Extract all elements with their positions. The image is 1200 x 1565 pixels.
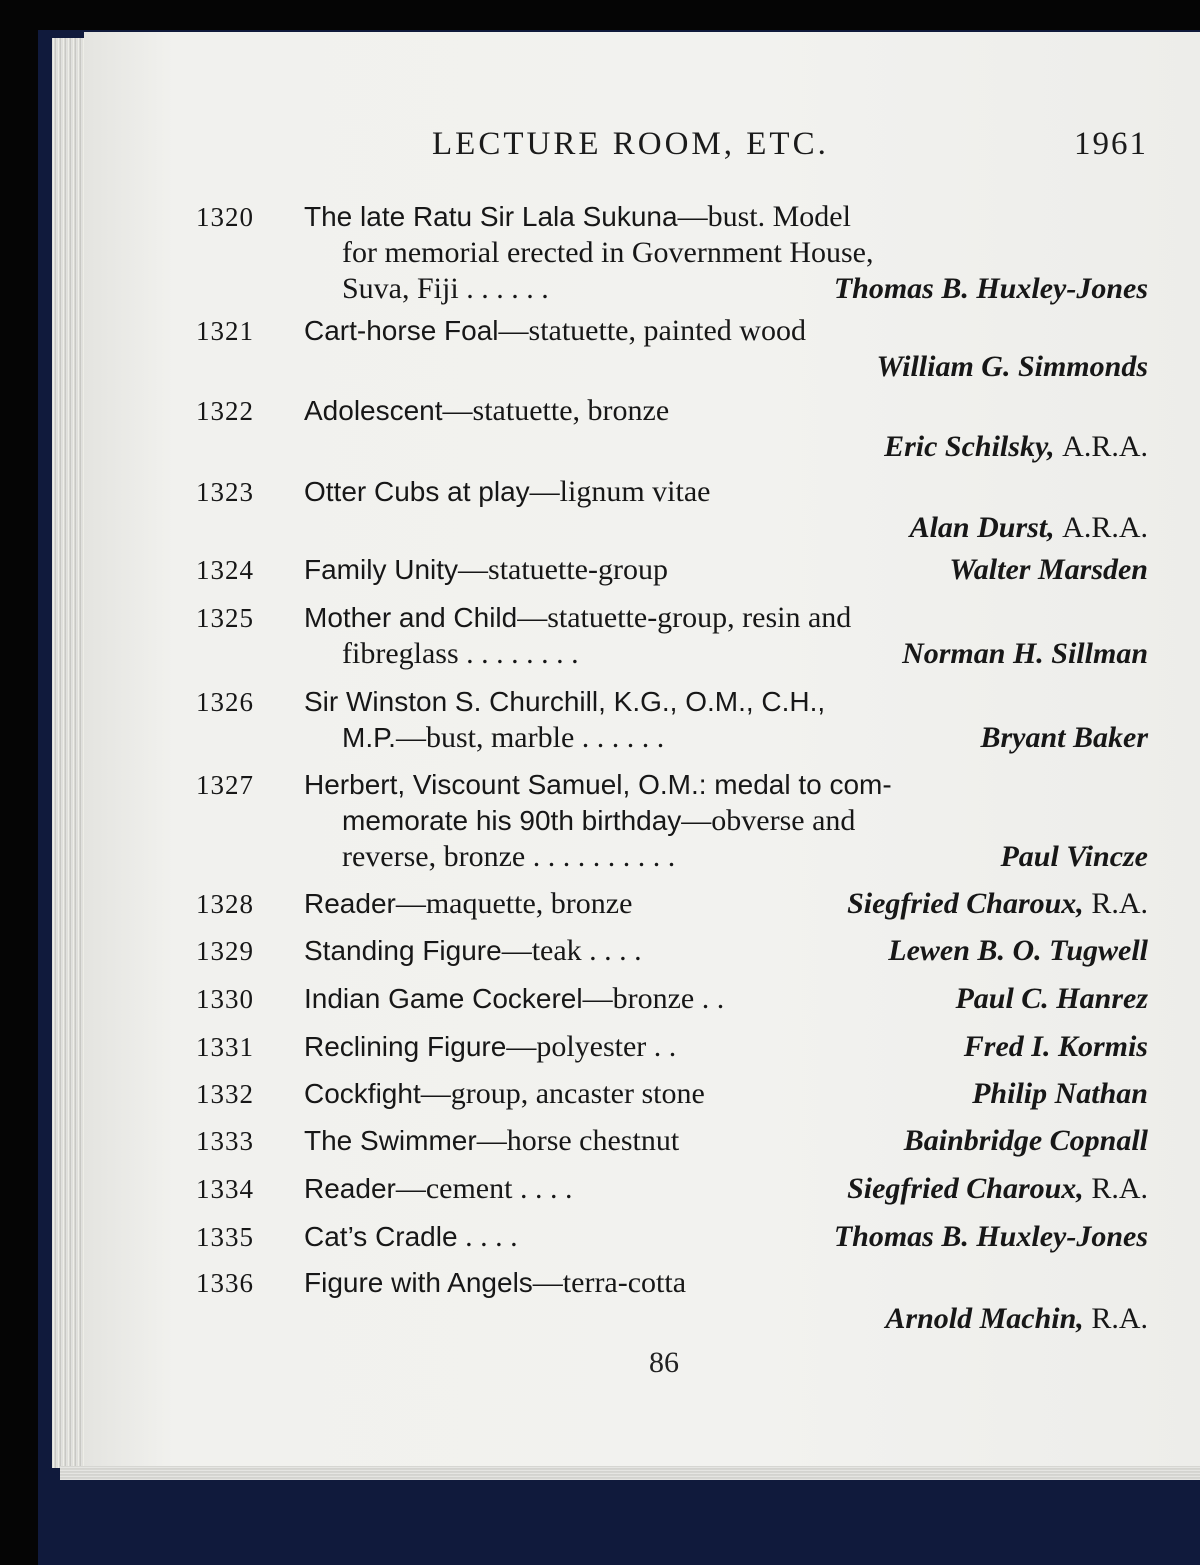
catalogue-entry — [190, 553, 1148, 589]
catalogue-entry — [190, 982, 1148, 1018]
entry-artist: Paul Vincze — [1000, 840, 1148, 873]
entry-number: 1336 — [196, 1268, 254, 1298]
catalogue-entry — [190, 685, 1148, 757]
entry-artist-honour: R.A. — [1091, 1172, 1148, 1205]
entry-artist: William G. Simmonds — [876, 350, 1148, 383]
entry-description: . . . . — [457, 1220, 518, 1253]
entry-description: —obverse and — [681, 804, 856, 837]
entry-title: Cockfight — [304, 1078, 421, 1109]
entry-description: —bust, marble . . . . . . — [395, 721, 665, 754]
entry-description-continued: for memorial erected in Government House, — [342, 236, 874, 269]
entry-number: 1321 — [196, 316, 254, 346]
entry-artist-honour: A.R.A. — [1062, 511, 1148, 544]
entry-title: Reader — [304, 1173, 396, 1204]
catalogue-entry — [190, 394, 1148, 466]
entry-number: 1325 — [196, 603, 254, 633]
entry-number: 1333 — [196, 1126, 254, 1156]
entry-artist-honour: A.R.A. — [1062, 430, 1148, 463]
entry-artist: Philip Nathan — [972, 1077, 1148, 1110]
entry-description: —statuette-group, resin and — [517, 601, 852, 634]
catalogue-entry — [190, 475, 1148, 547]
entry-title: The Swimmer — [304, 1125, 477, 1156]
entry-artist: Siegfried Charoux, — [847, 1172, 1084, 1205]
entry-artist: Norman H. Sillman — [902, 637, 1148, 670]
entry-title: Standing Figure — [304, 935, 502, 966]
entry-number: 1329 — [196, 936, 254, 966]
entry-title-continued: M.P. — [342, 722, 396, 753]
catalogue-entry — [190, 314, 1148, 386]
entry-number: 1324 — [196, 555, 254, 585]
catalogue-entry — [190, 887, 1148, 923]
entry-description-continued: reverse, bronze . . . . . . . . . . — [342, 840, 676, 873]
entry-title: Adolescent — [304, 395, 443, 426]
entry-description: —statuette, painted wood — [498, 314, 806, 347]
entry-number: 1332 — [196, 1079, 254, 1109]
entry-description-continued: Suva, Fiji . . . . . . — [342, 272, 549, 305]
entry-title: The late Ratu Sir Lala Sukuna — [304, 201, 678, 232]
entry-number: 1323 — [196, 477, 254, 507]
entry-artist: Siegfried Charoux, — [847, 887, 1084, 920]
running-head — [0, 126, 1200, 170]
catalogue-entry — [190, 1124, 1148, 1160]
page-number: 86 — [649, 1346, 679, 1379]
entry-artist: Fred I. Kormis — [963, 1030, 1148, 1063]
catalogue-entry — [190, 1266, 1148, 1338]
entry-number: 1335 — [196, 1222, 254, 1252]
catalogue-entry — [190, 1220, 1148, 1256]
entry-title: Otter Cubs at play — [304, 476, 530, 507]
entry-artist: Eric Schilsky, — [884, 430, 1055, 463]
entry-title: Indian Game Cockerel — [304, 983, 583, 1014]
entry-description: —maquette, bronze — [395, 887, 633, 920]
entry-description-continued: fibreglass . . . . . . . . — [342, 637, 579, 670]
catalogue-entry — [190, 1077, 1148, 1113]
entry-description: —horse chestnut — [476, 1124, 680, 1157]
catalogue-entry — [190, 1172, 1148, 1208]
entry-title: Herbert, Viscount Samuel, O.M.: medal to com- — [304, 769, 892, 800]
entry-number: 1328 — [196, 889, 254, 919]
entry-number: 1320 — [196, 202, 254, 232]
catalogue-entry — [190, 934, 1148, 970]
entry-description: —terra-cotta — [532, 1266, 687, 1299]
entry-title: Sir Winston S. Churchill, K.G., O.M., C.H., — [304, 686, 826, 717]
entry-artist: Walter Marsden — [949, 553, 1148, 586]
entry-description: —cement . . . . — [395, 1172, 573, 1205]
entry-number: 1327 — [196, 770, 254, 800]
entry-title: Family Unity — [304, 554, 459, 585]
entry-title: Reclining Figure — [304, 1031, 507, 1062]
page-bottom-edge — [60, 1466, 1200, 1480]
entry-description: —bronze . . — [582, 982, 725, 1015]
entry-description: —bust. Model — [677, 200, 851, 233]
entry-artist: Bryant Baker — [980, 721, 1148, 754]
entry-title: Figure with Angels — [304, 1267, 533, 1298]
entry-title-continued: memorate his 90th birthday — [342, 805, 682, 836]
running-title: LECTURE ROOM, ETC. — [432, 126, 829, 162]
catalogue-entry — [190, 601, 1148, 673]
entry-number: 1331 — [196, 1032, 254, 1062]
entry-number: 1334 — [196, 1174, 254, 1204]
catalogue-entry — [190, 1030, 1148, 1066]
catalogue-entry — [190, 768, 1148, 876]
entry-artist: Arnold Machin, — [885, 1302, 1084, 1335]
entry-number: 1330 — [196, 984, 254, 1014]
entry-artist: Bainbridge Copnall — [903, 1124, 1148, 1157]
entry-number: 1326 — [196, 687, 254, 717]
entry-artist: Paul C. Hanrez — [955, 982, 1148, 1015]
entry-number: 1322 — [196, 396, 254, 426]
catalogue-year: 1961 — [1074, 126, 1148, 162]
entry-title: Cart-horse Foal — [304, 315, 499, 346]
entry-artist: Lewen B. O. Tugwell — [888, 934, 1148, 967]
entry-description: —group, ancaster stone — [420, 1077, 705, 1110]
entry-title: Cat’s Cradle — [304, 1221, 458, 1252]
entry-description: —teak . . . . — [501, 934, 642, 967]
entry-artist: Thomas B. Huxley-Jones — [833, 272, 1148, 305]
entry-title: Reader — [304, 888, 396, 919]
entry-artist-honour: R.A. — [1091, 1302, 1148, 1335]
entry-description: —statuette, bronze — [442, 394, 670, 427]
entry-title: Mother and Child — [304, 602, 518, 633]
entry-description: —lignum vitae — [529, 475, 711, 508]
entry-artist: Alan Durst, — [909, 511, 1055, 544]
entry-description: —polyester . . — [506, 1030, 677, 1063]
entry-artist-honour: R.A. — [1091, 887, 1148, 920]
catalogue-entry — [190, 200, 1148, 308]
entry-artist: Thomas B. Huxley-Jones — [833, 1220, 1148, 1253]
entry-description: —statuette-group — [458, 553, 668, 586]
